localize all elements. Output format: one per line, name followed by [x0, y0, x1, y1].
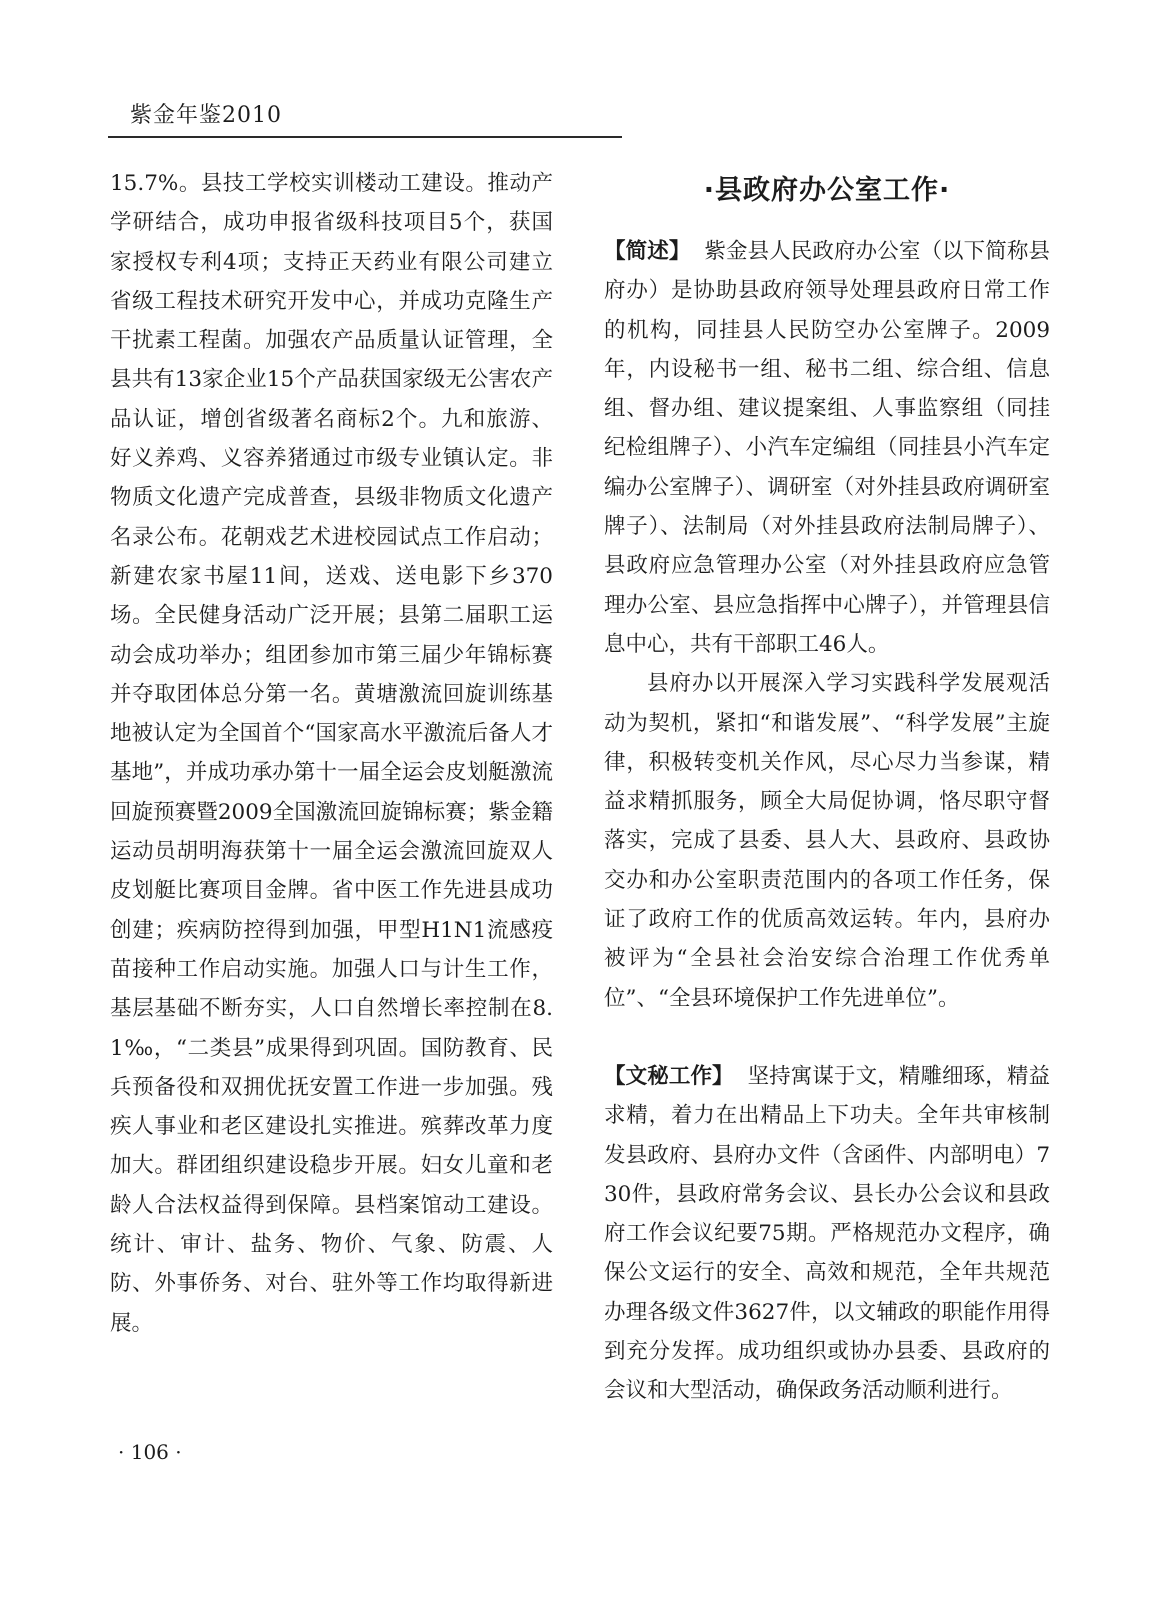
running-header-title: 紫金年鉴2010 [130, 103, 282, 128]
left-column [110, 164, 553, 1343]
work-summary-paragraph: 县府办以开展深入学习实践科学发展观活动为契机，紧扣“和谐发展”、“科学发展”主旋律，积极转变机关作风，尽心尽力当参谋，精益求精抓服务，顾全大局促协调，恪尽职守督落实，完成了县委、县人大、县政府、县政协交办和办公室职责范围内的各项工作任务，保证了政府工作的优质高效运转。年内，县府办被评为“全县社会治安综合治理工作优秀单位”、“全县环境保护工作先进单位”。 [604, 671, 1050, 1011]
header-rule [108, 136, 622, 138]
overview-text: 紫金县人民政府办公室（以下简称县府办）是协助县政府领导处理县政府日常工作的机构，同挂县人民防空办公室牌子。2009年，内设秘书一组、秘书二组、综合组、信息组、督办组、建议提案组、人事监察组（同挂纪检组牌子）、小汽车定编组（同挂县小汽车定编办公室牌子）、调研室（对外挂县政府调研室牌子）、法制局（对外挂县政府法制局牌子）、县政府应急管理办公室（对外挂县政府应急管理办公室、县应急指挥中心牌子），并管理县信息中心，共有干部职工46人。 [604, 239, 1050, 657]
overview-paragraph [604, 232, 1050, 664]
secretarial-text: 坚持寓谋于文，精雕细琢，精益求精，着力在出精品上下功夫。全年共审核制发县政府、县府办文件（含函件、内部明电）730件，县政府常务会议、县长办公会议和县政府工作会议纪要75期。严格规范办文程序，确保公文运行的安全、高效和规范，全年共规范办理各级文件3627件，以文辅政的职能作用得到充分发挥。成功组织或协办县委、县政府的会议和大型活动，确保政务活动顺利进行。 [604, 1063, 1050, 1404]
overview-tag: 【简述】 [604, 239, 691, 264]
right-column [604, 232, 1050, 1411]
section-title: ·县政府办公室工作· [703, 175, 951, 206]
secretarial-tag: 【文秘工作】 [604, 1063, 734, 1089]
page-number: · 106 · [118, 1440, 182, 1464]
secretarial-paragraph [604, 1057, 1050, 1411]
body-paragraph: 15.7%。县技工学校实训楼动工建设。推动产学研结合，成功申报省级科技项目5个，获国家授权专利4项；支持正天药业有限公司建立省级工程技术研究开发中心，并成功克隆生产干扰素工程菌。加强农产品质量认证管理，全县共有13家企业15个产品获国家级无公害农产品认证，增创省级著名商标2个。九和旅游、好义养鸡、义容养猪通过市级专业镇认定。非物质文化遗产完成普查，县级非物质文化遗产名录公布。花朝戏艺术进校园试点工作启动；新建农家书屋11间，送戏、送电影下乡370场。全民健身活动广泛开展；县第二届职工运动会成功举办；组团参加市第三届少年锦标赛并夺取团体总分第一名。黄塘激流回旋训练基地被认定为全国首个“国家高水平激流后备人才基地”，并成功承办第十一届全运会皮划艇激流回旋预赛暨2009全国激流回旋锦标赛；紫金籍运动员胡明海获第十一届全运会激流回旋双人皮划艇比赛项目金牌。省中医工作先进县成功创建；疾病防控得到加强，甲型H1N1流感疫苗接种工作启动实施。加强人口与计生工作，基层基础不断夯实，人口自然增长率控制在8.1‰，“二类县”成果得到巩固。国防教育、民兵预备役和双拥优抚安置工作进一步加强。残疾人事业和老区建设扎实推进。殡葬改革力度加大。群团组织建设稳步开展。妇女儿童和老龄人合法权益得到保障。县档案馆动工建设。统计、审计、盐务、物价、气象、防震、人防、外事侨务、对台、驻外等工作均取得新进展。 [110, 171, 553, 1336]
